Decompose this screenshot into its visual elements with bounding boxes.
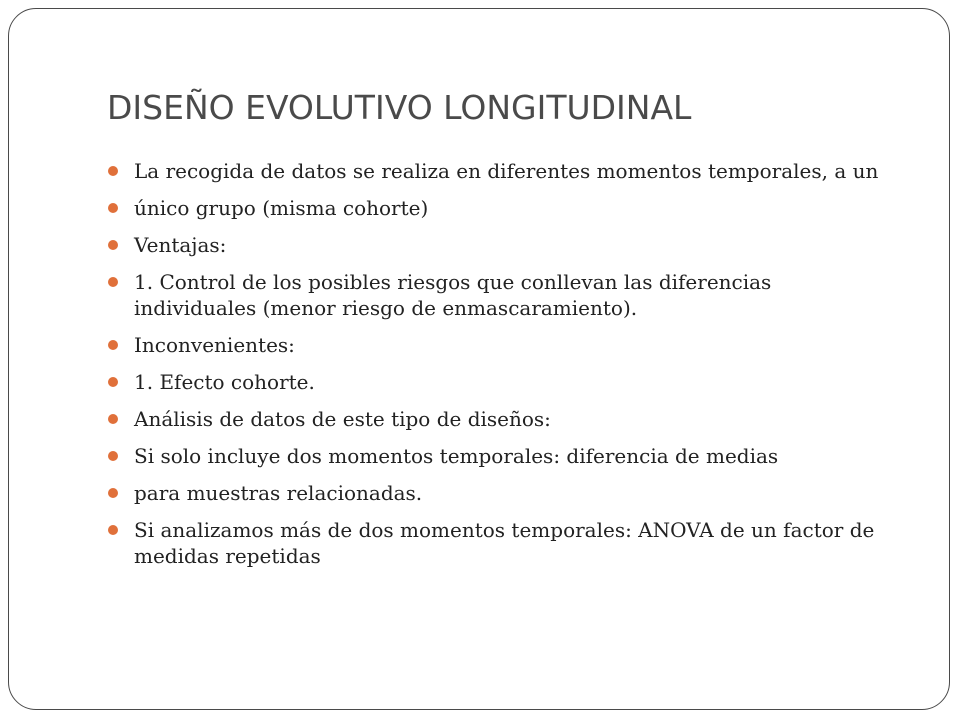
bullet-list — [108, 158, 898, 580]
bullet-dot-icon — [108, 166, 118, 176]
bullet-dot-icon — [108, 340, 118, 350]
bullet-item — [108, 369, 898, 395]
bullet-item — [108, 406, 898, 432]
bullet-text: La recogida de datos se realiza en diferentes momentos temporales, a un — [134, 159, 879, 183]
bullet-dot-icon — [108, 525, 118, 535]
bullet-item — [108, 232, 898, 258]
bullet-item — [108, 517, 898, 569]
slide-title: DISEÑO EVOLUTIVO LONGITUDINAL — [107, 88, 692, 127]
bullet-text: Si solo incluye dos momentos temporales: diferencia de medias — [134, 444, 779, 468]
bullet-dot-icon — [108, 377, 118, 387]
bullet-text: Inconvenientes: — [134, 333, 295, 357]
bullet-text: 1. Control de los posibles riesgos que conllevan las diferencias individuales (menor riesgo de enmascaramiento). — [134, 270, 772, 320]
bullet-item — [108, 195, 898, 221]
bullet-text: único grupo (misma cohorte) — [134, 196, 429, 220]
bullet-dot-icon — [108, 414, 118, 424]
bullet-text: para muestras relacionadas. — [134, 481, 423, 505]
bullet-text: 1. Efecto cohorte. — [134, 370, 315, 394]
bullet-text: Ventajas: — [134, 233, 227, 257]
bullet-dot-icon — [108, 451, 118, 461]
bullet-dot-icon — [108, 203, 118, 213]
bullet-dot-icon — [108, 277, 118, 287]
bullet-item — [108, 158, 898, 184]
bullet-dot-icon — [108, 240, 118, 250]
bullet-text: Análisis de datos de este tipo de diseños: — [134, 407, 551, 431]
bullet-item — [108, 269, 898, 321]
bullet-item — [108, 443, 898, 469]
bullet-text: Si analizamos más de dos momentos temporales: ANOVA de un factor de medidas repetidas — [134, 518, 875, 568]
bullet-item — [108, 480, 898, 506]
bullet-item — [108, 332, 898, 358]
bullet-dot-icon — [108, 488, 118, 498]
